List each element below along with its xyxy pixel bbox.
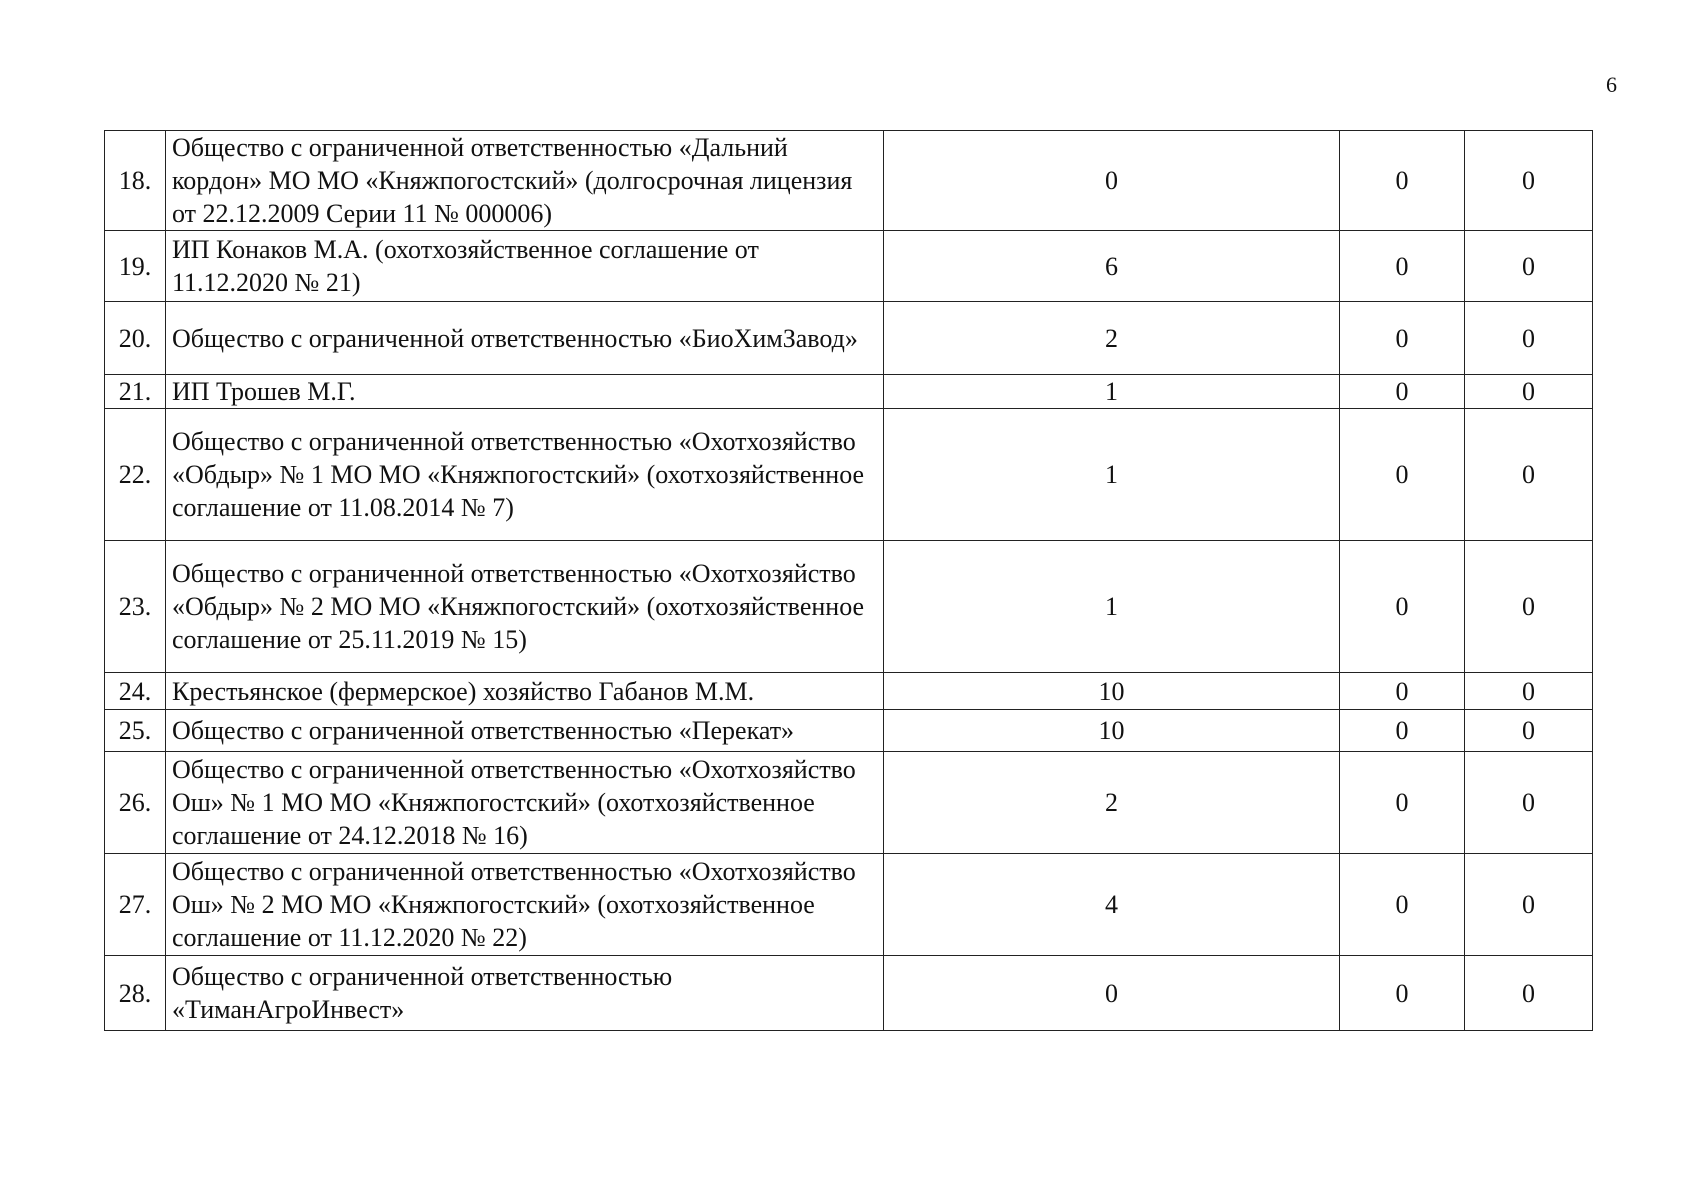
value-cell-1: 6 xyxy=(884,231,1340,302)
value-cell-2: 0 xyxy=(1340,375,1465,409)
table-row xyxy=(105,131,1593,231)
row-number: 19. xyxy=(105,231,166,302)
value-cell-1: 2 xyxy=(884,752,1340,854)
table-row xyxy=(105,302,1593,375)
value-cell-2: 0 xyxy=(1340,131,1465,231)
value-cell-1: 0 xyxy=(884,131,1340,231)
row-number: 20. xyxy=(105,302,166,375)
value-cell-1: 4 xyxy=(884,854,1340,956)
value-cell-1: 1 xyxy=(884,409,1340,541)
row-number: 27. xyxy=(105,854,166,956)
value-cell-3: 0 xyxy=(1465,956,1593,1031)
value-cell-1: 1 xyxy=(884,375,1340,409)
table-row xyxy=(105,956,1593,1031)
row-number: 24. xyxy=(105,673,166,710)
value-cell-3: 0 xyxy=(1465,673,1593,710)
table-row xyxy=(105,231,1593,302)
organization-name: Общество с ограниченной ответственностью «Перекат» xyxy=(166,710,884,752)
data-table xyxy=(104,130,1593,1031)
organization-name: Общество с ограниченной ответственностью «Охотхозяйство «Обдыр» № 2 МО МО «Княжпогостский» (охотхозяйственное соглашение от 25.11.2019 № 15) xyxy=(166,541,884,673)
value-cell-1: 1 xyxy=(884,541,1340,673)
value-cell-3: 0 xyxy=(1465,541,1593,673)
page-number: 6 xyxy=(1606,72,1617,97)
row-number: 25. xyxy=(105,710,166,752)
organization-name: Общество с ограниченной ответственностью «Охотхозяйство Ош» № 1 МО МО «Княжпогостский» (охотхозяйственное соглашение от 24.12.2018 № 16) xyxy=(166,752,884,854)
table-row xyxy=(105,752,1593,854)
value-cell-3: 0 xyxy=(1465,231,1593,302)
value-cell-1: 10 xyxy=(884,673,1340,710)
organization-name: Общество с ограниченной ответственностью «Охотхозяйство «Обдыр» № 1 МО МО «Княжпогостский» (охотхозяйственное соглашение от 11.08.2014 № 7) xyxy=(166,409,884,541)
value-cell-2: 0 xyxy=(1340,752,1465,854)
value-cell-2: 0 xyxy=(1340,710,1465,752)
table-row xyxy=(105,854,1593,956)
organization-name: ИП Трошев М.Г. xyxy=(166,375,884,409)
table-row xyxy=(105,710,1593,752)
value-cell-2: 0 xyxy=(1340,956,1465,1031)
value-cell-1: 10 xyxy=(884,710,1340,752)
value-cell-3: 0 xyxy=(1465,302,1593,375)
row-number: 28. xyxy=(105,956,166,1031)
row-number: 22. xyxy=(105,409,166,541)
value-cell-2: 0 xyxy=(1340,231,1465,302)
organization-name: ИП Конаков М.А. (охотхозяйственное соглашение от 11.12.2020 № 21) xyxy=(166,231,884,302)
value-cell-3: 0 xyxy=(1465,854,1593,956)
table-row xyxy=(105,541,1593,673)
value-cell-1: 2 xyxy=(884,302,1340,375)
row-number: 21. xyxy=(105,375,166,409)
value-cell-3: 0 xyxy=(1465,409,1593,541)
row-number: 18. xyxy=(105,131,166,231)
value-cell-1: 0 xyxy=(884,956,1340,1031)
organization-name: Общество с ограниченной ответственностью «Дальний кордон» МО МО «Княжпогостский» (долгосрочная лицензия от 22.12.2009 Серии 11 № 000006) xyxy=(166,131,884,231)
value-cell-3: 0 xyxy=(1465,375,1593,409)
table-row xyxy=(105,673,1593,710)
value-cell-3: 0 xyxy=(1465,131,1593,231)
value-cell-3: 0 xyxy=(1465,752,1593,854)
value-cell-3: 0 xyxy=(1465,710,1593,752)
value-cell-2: 0 xyxy=(1340,541,1465,673)
table-row xyxy=(105,375,1593,409)
organization-name: Крестьянское (фермерское) хозяйство Габанов М.М. xyxy=(166,673,884,710)
organization-name: Общество с ограниченной ответственностью «БиоХимЗавод» xyxy=(166,302,884,375)
row-number: 23. xyxy=(105,541,166,673)
value-cell-2: 0 xyxy=(1340,302,1465,375)
row-number: 26. xyxy=(105,752,166,854)
table-row xyxy=(105,409,1593,541)
value-cell-2: 0 xyxy=(1340,673,1465,710)
value-cell-2: 0 xyxy=(1340,409,1465,541)
value-cell-2: 0 xyxy=(1340,854,1465,956)
organization-name: Общество с ограниченной ответственностью «ТиманАгроИнвест» xyxy=(166,956,884,1031)
organization-name: Общество с ограниченной ответственностью «Охотхозяйство Ош» № 2 МО МО «Княжпогостский» (охотхозяйственное соглашение от 11.12.2020 № 22) xyxy=(166,854,884,956)
